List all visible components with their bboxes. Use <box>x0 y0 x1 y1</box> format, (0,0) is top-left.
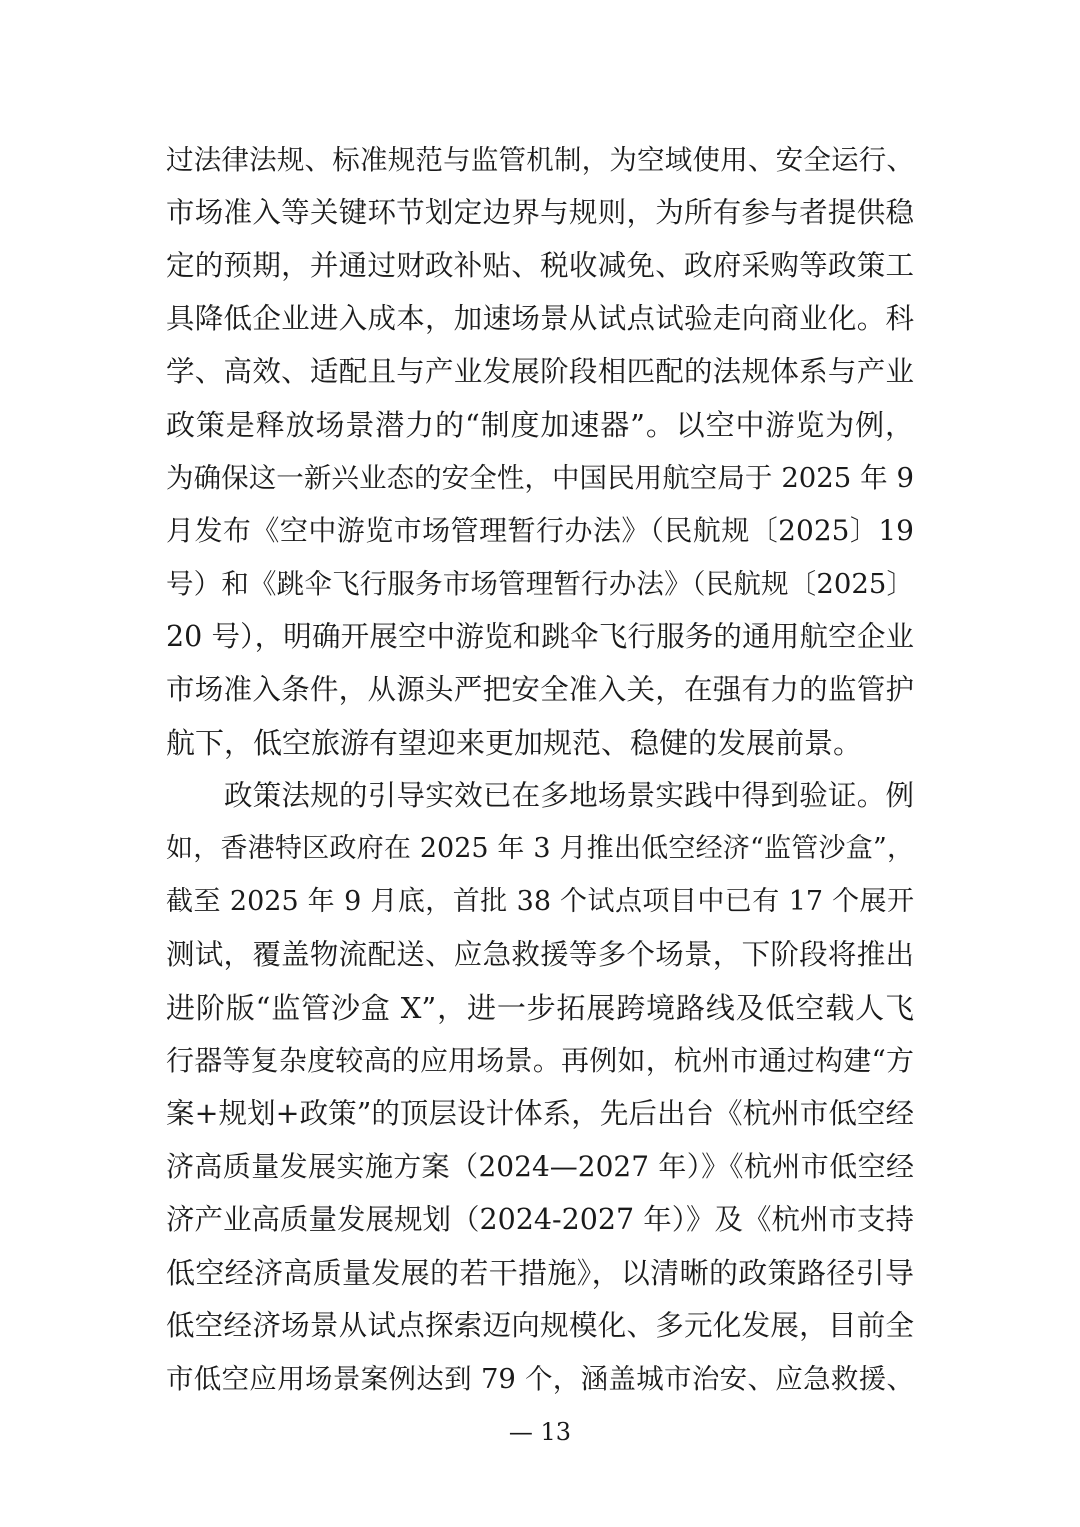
text-line-6: 政策是释放场景潜力的“制度加速器”。以空中游览为例， <box>166 408 914 442</box>
text-line-7: 为确保这一新兴业态的安全性，中国民用航空局于 2025 年 9 <box>166 462 914 494</box>
text-line-10: 20 号），明确开展空中游览和跳伞飞行服务的通用航空企业 <box>166 620 914 653</box>
text-line-12: 航下，低空旅游有望迎来更加规范、稳健的发展前景。 <box>166 726 863 760</box>
text-line-13: 政策法规的引导实效已在多地场景实践中得到验证。例 <box>224 779 914 812</box>
text-line-15: 截至 2025 年 9 月底，首批 38 个试点项目中已有 17 个展开 <box>166 886 914 917</box>
text-line-5: 学、高效、适配且与产业发展阶段相匹配的法规体系与产业 <box>166 355 914 388</box>
page-number: — 13 <box>508 1418 572 1446</box>
text-line-4: 具降低企业进入成本，加速场景从试点试验走向商业化。科 <box>166 302 914 335</box>
text-line-22: 低空经济高质量发展的若干措施》，以清晰的政策路径引导 <box>166 1256 914 1290</box>
text-line-23: 低空经济场景从试点探索迈向规模化、多元化发展，目前全 <box>166 1309 914 1342</box>
text-line-11: 市场准入条件，从源头严把安全准入关，在强有力的监管护 <box>166 673 914 706</box>
text-line-8: 月发布《空中游览市场管理暂行办法》（民航规〔2025〕19 <box>166 514 914 547</box>
text-line-19: 案+规划+政策”的顶层设计体系，先后出台《杭州市低空经 <box>166 1097 914 1130</box>
text-line-17: 进阶版“监管沙盒 X”，进一步拓展跨境路线及低空载人飞 <box>166 991 914 1025</box>
text-line-14: 如，香港特区政府在 2025 年 3 月推出低空经济“监管沙盒”， <box>166 833 914 864</box>
text-line-16: 测试，覆盖物流配送、应急救援等多个场景，下阶段将推出 <box>166 938 914 971</box>
text-line-20: 济高质量发展实施方案（2024—2027 年）》《杭州市低空经 <box>166 1150 914 1183</box>
text-line-9: 号）和《跳伞飞行服务市场管理暂行办法》（民航规〔2025〕 <box>166 568 914 600</box>
text-line-21: 济产业高质量发展规划（2024-2027 年）》及《杭州市支持 <box>166 1203 914 1236</box>
text-line-18: 行器等复杂度较高的应用场景。再例如，杭州市通过构建“方 <box>166 1044 914 1077</box>
text-line-24: 市低空应用场景案例达到 79 个，涵盖城市治安、应急救援、 <box>166 1363 914 1395</box>
text-line-2: 市场准入等关键环节划定边界与规则，为所有参与者提供稳 <box>166 196 914 229</box>
text-line-1: 过法律法规、标准规范与监管机制，为空域使用、安全运行、 <box>166 144 914 176</box>
text-line-3: 定的预期，并通过财政补贴、税收减免、政府采购等政策工 <box>166 249 914 282</box>
